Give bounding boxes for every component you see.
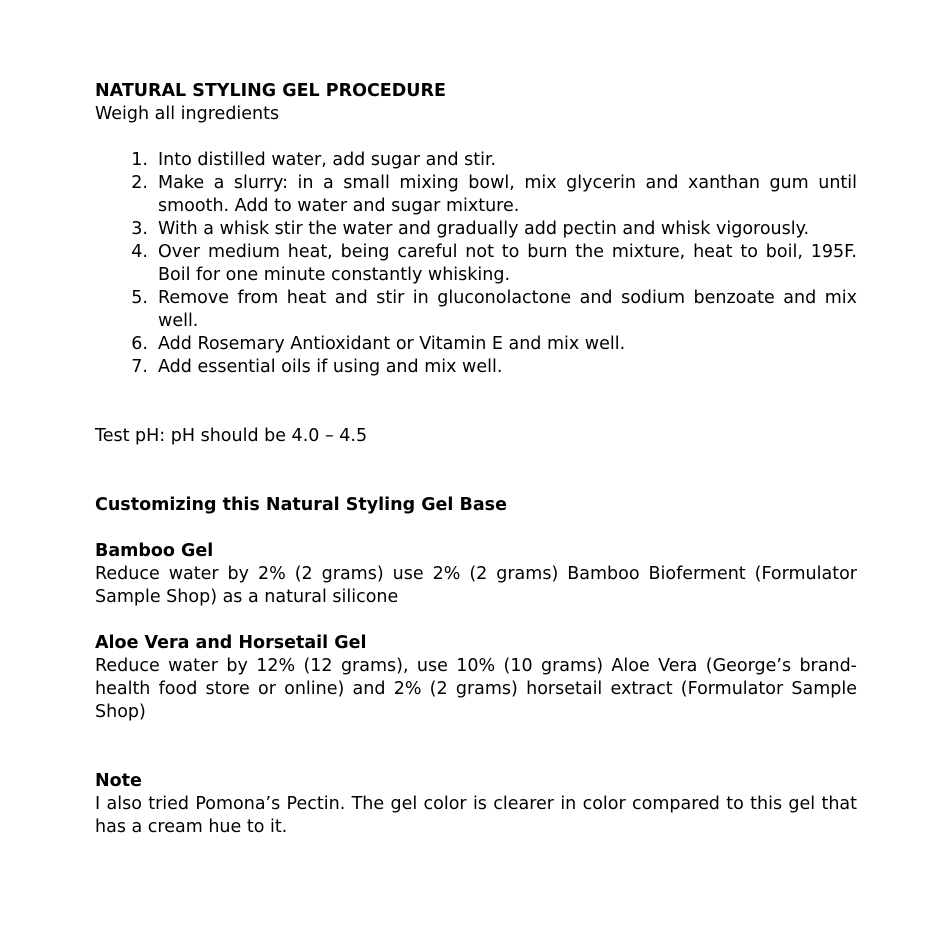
procedure-step <box>95 287 857 333</box>
step-number: 4. <box>131 242 148 262</box>
note-text: I also tried Pomona’s Pectin. The gel color is clearer in color compared to this gel that has a cream hue to it. <box>95 794 857 837</box>
bamboo-gel-title: Bamboo Gel <box>95 541 214 561</box>
customizing-title: Customizing this Natural Styling Gel Base <box>95 495 507 515</box>
note-title: Note <box>95 771 142 791</box>
procedure-step <box>95 241 857 287</box>
step-text: With a whisk stir the water and gradually add pectin and whisk vigorously. <box>158 219 810 239</box>
aloe-horsetail-gel-section <box>95 632 857 724</box>
ph-test-text: Test pH: pH should be 4.0 – 4.5 <box>95 426 368 446</box>
step-number: 5. <box>131 288 148 308</box>
aloe-horsetail-gel-text: Reduce water by 12% (12 grams), use 10% (10 grams) Aloe Vera (George’s brand-health food store or online) and 2% (2 grams) horsetail extract (Formulator Sample Shop) <box>95 656 857 722</box>
step-text: Into distilled water, add sugar and stir. <box>158 150 497 170</box>
procedure-step <box>95 218 857 241</box>
step-text: Add Rosemary Antioxidant or Vitamin E and mix well. <box>158 334 626 354</box>
bamboo-gel-section <box>95 540 857 609</box>
step-text: Make a slurry: in a small mixing bowl, mix glycerin and xanthan gum until smooth. Add to water and sugar mixture. <box>158 173 857 216</box>
step-text: Add essential oils if using and mix well. <box>158 357 503 377</box>
procedure-step <box>95 333 857 356</box>
procedure-steps-list <box>95 149 857 379</box>
step-text: Over medium heat, being careful not to burn the mixture, heat to boil, 195F. Boil for one minute constantly whisking. <box>158 242 857 285</box>
step-number: 7. <box>131 357 148 377</box>
step-number: 6. <box>131 334 148 354</box>
procedure-step <box>95 356 857 379</box>
procedure-title: NATURAL STYLING GEL PROCEDURE <box>95 81 446 101</box>
document-page <box>95 80 857 839</box>
procedure-step <box>95 149 857 172</box>
step-number: 3. <box>131 219 148 239</box>
procedure-step <box>95 172 857 218</box>
bamboo-gel-text: Reduce water by 2% (2 grams) use 2% (2 grams) Bamboo Bioferment (Formulator Sample Shop) as a natural silicone <box>95 564 857 607</box>
step-number: 1. <box>131 150 148 170</box>
procedure-intro: Weigh all ingredients <box>95 104 280 124</box>
note-section <box>95 770 857 839</box>
step-text: Remove from heat and stir in gluconolactone and sodium benzoate and mix well. <box>158 288 857 331</box>
aloe-horsetail-gel-title: Aloe Vera and Horsetail Gel <box>95 633 367 653</box>
step-number: 2. <box>131 173 148 193</box>
